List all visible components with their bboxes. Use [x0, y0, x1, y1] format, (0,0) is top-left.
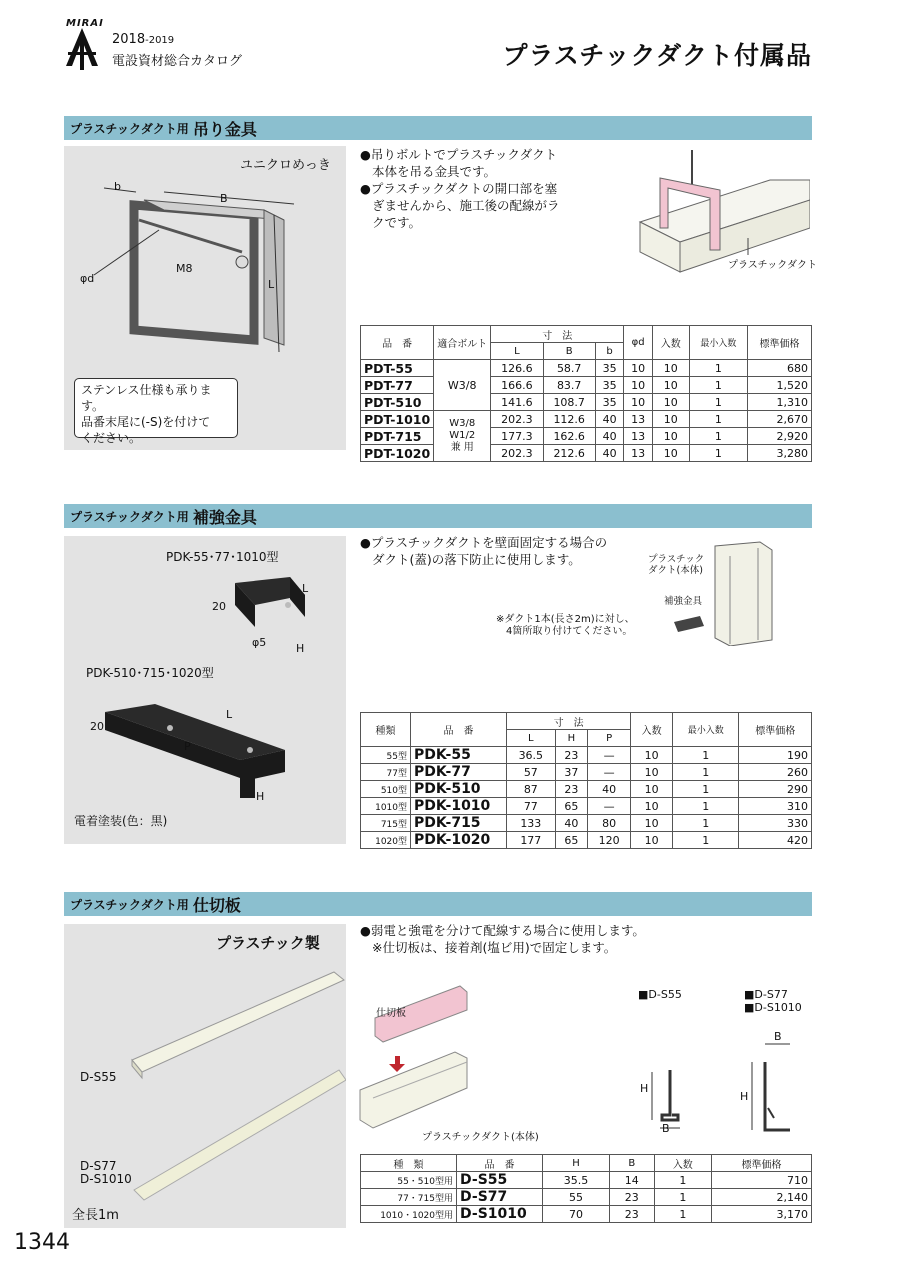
- dim-20-a: 20: [212, 600, 226, 613]
- bracket-label: 補強金具: [664, 596, 703, 607]
- reinforce-table: 種類 品 番 寸 法 入数 最小入数 標準価格 L H P 55型 PDK-55 36.5 23 — 10 1 190 77型 PDK-77 57 37 — 10 1 260 510型 PDK-510 87 23 40 10 1 290 1010型 PDK-1010 77 65 — 10 1 310 715型 PDK-715 133 40 80 10 1 330 1020型 PDK-1020 177 65 120 10 1 420: [360, 712, 812, 849]
- table-row: PDT-1020 202.3 212.6 40 13 10 1 3,280: [361, 445, 812, 462]
- bracket-large-drawing: [95, 700, 295, 800]
- dim-L-b: L: [226, 708, 233, 721]
- brand-name: MIRAI: [66, 18, 104, 29]
- type-label-2: PDK-510･715･1020型: [86, 666, 214, 680]
- section-header-partition: プラスチックダクト用 仕切板: [64, 892, 812, 916]
- section-header-reinforce: プラスチックダクト用 補強金具: [64, 504, 812, 528]
- page-number: 1344: [14, 1230, 70, 1255]
- table-row: 715型 PDK-715 133 40 80 10 1 330: [361, 815, 812, 832]
- table-row: 77型 PDK-77 57 37 — 10 1 260: [361, 764, 812, 781]
- duct-label: プラスチックダクト: [728, 260, 817, 271]
- dim-20-b: 20: [90, 720, 104, 733]
- dim-H-s77: H: [740, 1090, 749, 1103]
- catalog-year: 2018-2019: [112, 32, 175, 47]
- table-row: PDT-77 166.6 83.7 35 10 10 1 1,520: [361, 377, 812, 394]
- partition-description: ●弱電と強電を分けて配線する場合に使用します。 ※仕切板は、接着剤(塩ビ用)で固定します。: [360, 923, 645, 955]
- table-row: 1010・1020型用 D-S1010 70 23 1 3,170: [361, 1206, 812, 1223]
- dim-H-b: H: [256, 790, 265, 803]
- page-title: プラスチックダクト付属品: [502, 41, 812, 70]
- dim-phi-d: φd: [80, 272, 95, 285]
- dim-b: b: [114, 180, 121, 193]
- install-note: ※ダクト1本(長さ2m)に対し、 4箇所取り付けてください。: [496, 614, 635, 637]
- dim-m8: M8: [176, 262, 193, 275]
- catalog-name: 電設資材総合カタログ: [112, 54, 243, 69]
- table-row: PDT-1010 W3/8 W1/2 兼 用 202.3 112.6 40 13 10 1 2,670: [361, 411, 812, 428]
- dim-B-s77: B: [774, 1030, 782, 1043]
- label-d-s77: D-S77 D-S1010: [80, 1159, 132, 1186]
- table-row: PDT-510 141.6 108.7 35 10 10 1 1,310: [361, 394, 812, 411]
- material-label: プラスチック製: [216, 934, 320, 952]
- duct-body-label: プラスチック ダクト(本体): [648, 554, 705, 576]
- table-row: 510型 PDK-510 87 23 40 10 1 290: [361, 781, 812, 798]
- table-row: PDT-715 177.3 162.6 40 13 10 1 2,920: [361, 428, 812, 445]
- reinforce-description: ●プラスチックダクトを壁面固定する場合の ダクト(蓋)の落下防止に使用します。: [360, 535, 608, 567]
- table-row: 77・715型用 D-S77 55 23 1 2,140: [361, 1189, 812, 1206]
- dim-H-s55: H: [640, 1082, 649, 1095]
- stainless-note: ステンレス仕様も承ります。 品番末尾に(-S)を付けて ください。: [74, 378, 238, 438]
- coating-label: 電着塗装(色：黒): [74, 814, 168, 828]
- dim-B: B: [220, 192, 228, 205]
- duct-body-label-2: プラスチックダクト(本体): [422, 1132, 539, 1143]
- dim-B-s55: B: [662, 1122, 670, 1135]
- hanger-description: ●吊りボルトでプラスチックダクト 本体を吊る金具です。 ●プラスチックダクトの開口部を塞 ぎませんから、施工後の配線がラ クです。: [360, 147, 560, 230]
- table-row: 55・510型用 D-S55 35.5 14 1 710: [361, 1172, 812, 1189]
- profile-d-s77-title: ■D-S77 ■D-S1010: [744, 988, 802, 1014]
- profile-d-s55-title: ■D-S55: [638, 988, 682, 1001]
- table-row: PDT-55 W3/8 126.6 58.7 35 10 10 1 680: [361, 360, 812, 377]
- table-row: 1010型 PDK-1010 77 65 — 10 1 310: [361, 798, 812, 815]
- reinforce-install-diagram: [660, 536, 780, 646]
- partition-install-diagram: [355, 980, 475, 1135]
- dim-H-a: H: [296, 642, 305, 655]
- partition-table: 種 類 品 番 H B 入数 標準価格 55・510型用 D-S55 35.5 14 1 710 77・715型用 D-S77 55 23 1 2,140 1010・1020型用 D-S1010 70 23 1 3,170: [360, 1154, 812, 1223]
- table-row: 1020型 PDK-1020 177 65 120 10 1 420: [361, 832, 812, 849]
- table-row: 55型 PDK-55 36.5 23 — 10 1 190: [361, 747, 812, 764]
- hanger-drawing: [64, 170, 346, 370]
- length-label: 全長1m: [72, 1208, 119, 1223]
- dim-L: L: [268, 278, 275, 291]
- section-header-hanger: プラスチックダクト用 吊り金具: [64, 116, 812, 140]
- finish-label: ユニクロめっき: [240, 158, 331, 173]
- type-label-1: PDK-55･77･1010型: [166, 550, 279, 564]
- dim-phi5: φ5: [252, 636, 267, 649]
- dim-L-a: L: [302, 582, 309, 595]
- label-d-s55: D-S55: [80, 1070, 117, 1084]
- dim-P: P: [184, 740, 191, 753]
- hanger-table: 品 番 適合ボルト 寸 法 φd 入数 最小入数 標準価格 L B b PDT-55 W3/8 126.6 58.7 35 10 10 1 680 PDT-77 166.6 83.7 35 10 10 1 1,520 PDT-510 141.6 108.7 35 10 10 1 1,310 PDT-1010 W3/8 W1/2 兼 用 202.3 112.6 40 13 10 1 2,670 PDT-715 177.3 162.6 40 13 10 1 2,920 PDT-1020 202.3 212.6 40 13 10 1 3,280: [360, 325, 812, 462]
- partition-label: 仕切板: [376, 1008, 406, 1019]
